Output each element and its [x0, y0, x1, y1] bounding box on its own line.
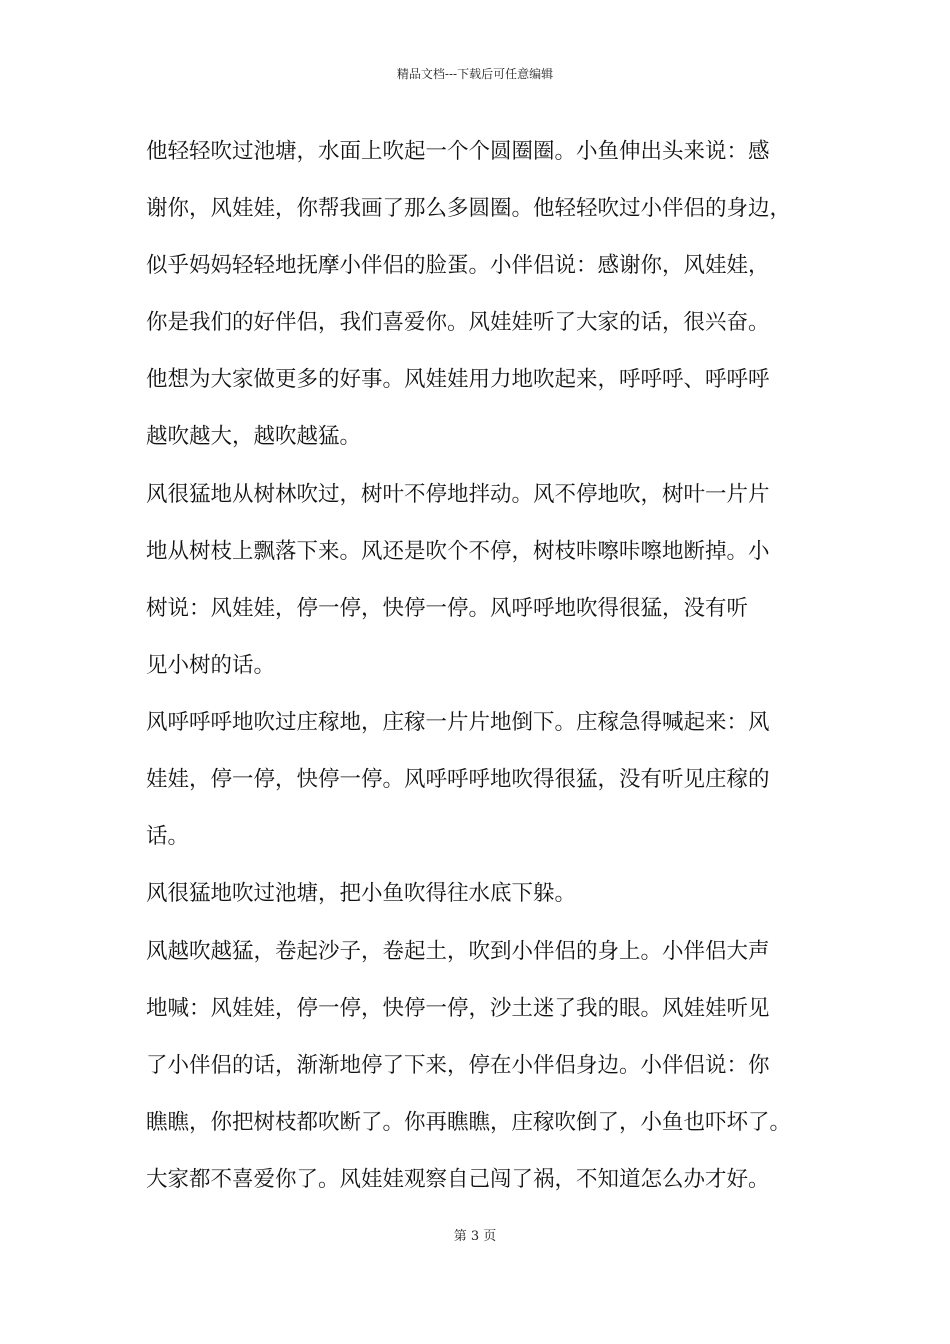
text-line: 娃娃，停一停，快停一停。风呼呼呼地吹得很猛，没有听见庄稼的 [146, 767, 770, 792]
text-line: 他轻轻吹过池塘，水面上吹起一个个圆圈圈。小鱼伸出头来说：感 [146, 139, 770, 164]
text-line: 地喊：风娃娃，停一停，快停一停，沙土迷了我的眼。风娃娃听见 [146, 996, 770, 1021]
text-line: 谢你，风娃娃，你帮我画了那么多圆圈。他轻轻吹过小伴侣的身边， [146, 196, 792, 221]
text-line: 大家都不喜爱你了。风娃娃观察自己闯了祸，不知道怎么办才好。 [146, 1167, 770, 1192]
text-line: 瞧瞧，你把树枝都吹断了。你再瞧瞧，庄稼吹倒了，小鱼也吓坏了。 [146, 1110, 792, 1135]
text-line: 越吹越大，越吹越猛。 [146, 424, 362, 449]
text-line: 风很猛地从树林吹过，树叶不停地拌动。风不停地吹，树叶一片片 [146, 482, 770, 507]
text-line: 风越吹越猛，卷起沙子，卷起土，吹到小伴侣的身上。小伴侣大声 [146, 939, 770, 964]
text-line: 了小伴侣的话，渐渐地停了下来，停在小伴侣身边。小伴侣说：你 [146, 1053, 770, 1078]
text-line: 你是我们的好伴侣，我们喜爱你。风娃娃听了大家的话，很兴奋。 [146, 310, 770, 335]
text-line: 风呼呼呼地吹过庄稼地，庄稼一片片地倒下。庄稼急得喊起来：风 [146, 710, 770, 735]
page-header: 精品文档---下载后可任意编辑 [396, 67, 554, 81]
text-line: 地从树枝上飘落下来。风还是吹个不停，树枝咔嚓咔嚓地断掉。小 [146, 539, 770, 564]
text-line: 似乎妈妈轻轻地抚摩小伴侣的脸蛋。小伴侣说：感谢你，风娃娃， [146, 253, 770, 278]
text-line: 他想为大家做更多的好事。风娃娃用力地吹起来，呼呼呼、呼呼呼 [146, 367, 770, 392]
text-line: 见小树的话。 [146, 653, 276, 678]
text-line: 话。 [146, 824, 190, 849]
text-line: 风很猛地吹过池塘，把小鱼吹得往水底下躲。 [146, 881, 577, 906]
text-line: 树说：风娃娃，停一停，快停一停。风呼呼地吹得很猛，没有听 [146, 596, 749, 621]
page-number: 第 3 页 [453, 1229, 497, 1244]
